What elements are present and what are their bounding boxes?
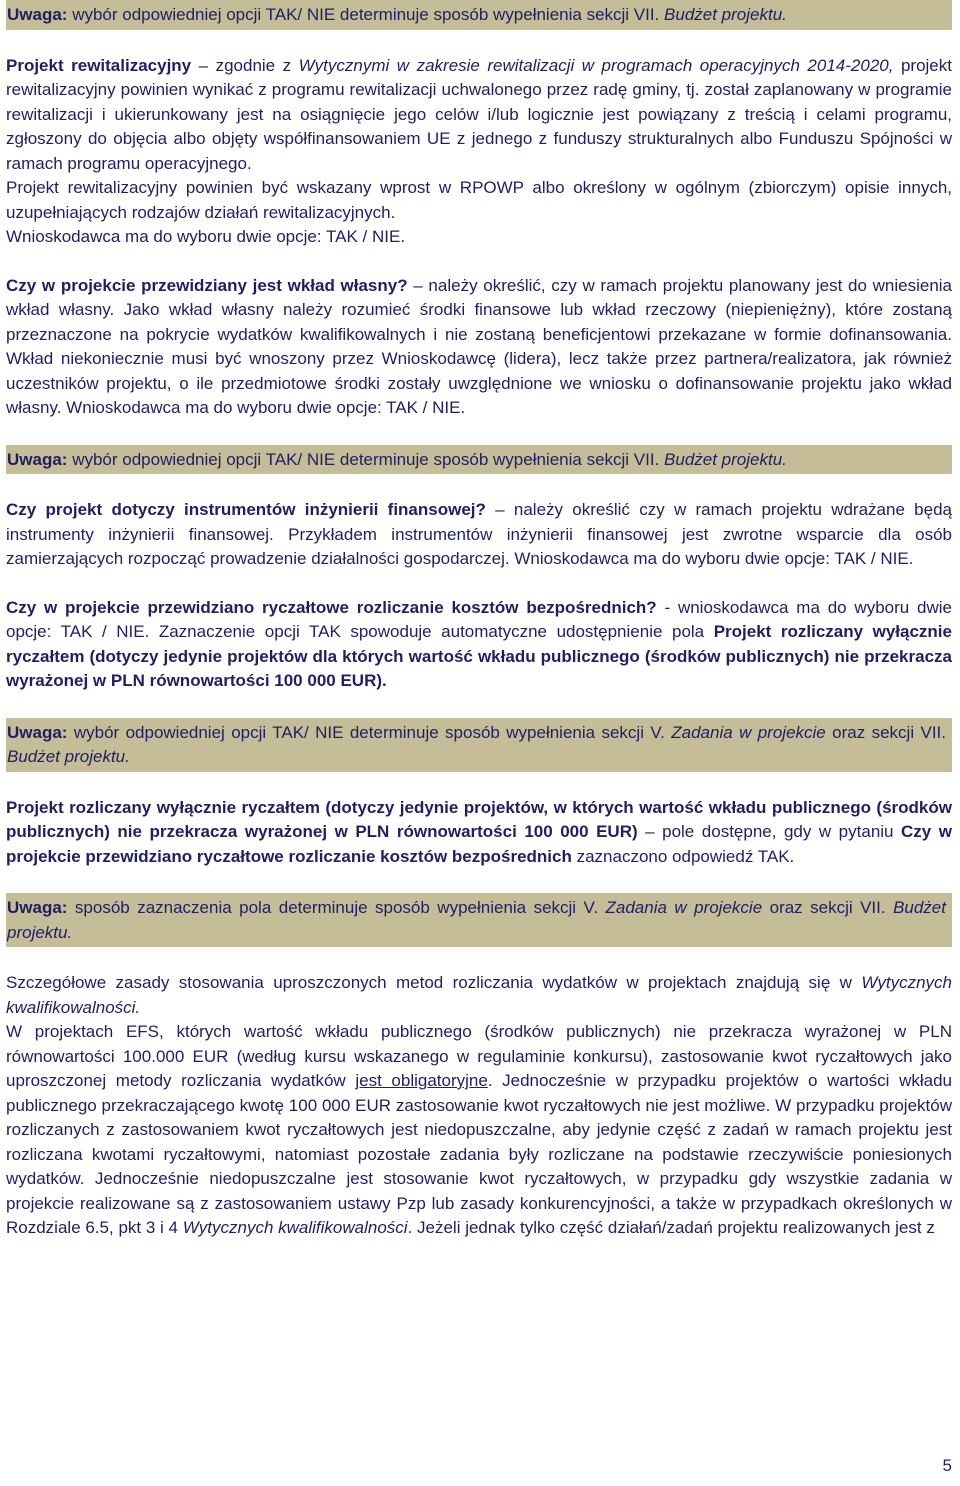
paragraph-zasady: Szczegółowe zasady stosowania uproszczonych metod rozliczania wydatków w projektach znajdują się w Wytycznych kwalifikowalności. (6, 973, 952, 1017)
paragraph-projekt-ryczalt: Projekt rozliczany wyłącznie ryczałtem (dotyczy jedynie projektów, w których wartość wkładu publicznego (środków publicznych) nie przekracza wyrażonej w PLN równowartości 100 000 EUR) – pole dostępne, gdy w pytaniu Czy w projekcie przewidziano ryczałtowe rozliczanie kosztów bezpośrednich zaznaczono odpowiedź TAK. (6, 797, 952, 866)
document-page (6, 0, 952, 1241)
paragraph-inzynieria-finansowa: Czy projekt dotyczy instrumentów inżynierii finansowej? – należy określić czy w ramach projektu wdrażane będą instrumenty inżynierii finansowej. Przykładem instrumentów inżynierii finansowej jest zwrotne wsparcie dla osób zamierzających rozpocząć prowadzenie działalności gospodarczej. Wnioskodawca ma do wyboru dwie opcje: TAK / NIE. (6, 500, 952, 568)
paragraph: Projekt rewitalizacyjny powinien być wskazany wprost w RPOWP albo określony w ogólnym (zbiorczym) opisie innych, uzupełniających rodzajów działań rewitalizacyjnych. (6, 178, 952, 222)
note-label: Uwaga: (7, 898, 68, 917)
note-label: Uwaga: (7, 449, 68, 469)
note-label: Uwaga: (7, 5, 68, 24)
paragraph: Wnioskodawca ma do wyboru dwie opcje: TAK / NIE. (6, 227, 406, 246)
paragraph-rewitalizacja: Projekt rewitalizacyjny – zgodnie z Wytycznymi w zakresie rewitalizacji w programach operacyjnych 2014-2020, projekt rewitalizacyjny powinien wynikać z programu rewitalizacji uchwalonego przez radę gminy, tj. został zaplanowany w programie rewitalizacji i ukierunkowany jest na osiągnięcie jego celów i/lub logicznie jest powiązany z treścią i celami programu, zgłoszony do objęcia albo objęty współfinansowaniem UE z jednego z funduszy strukturalnych albo Funduszu Spójności w ramach programu operacyjnego. (6, 55, 952, 173)
note-box: Uwaga: wybór odpowiedniej opcji TAK/ NIE determinuje sposób wypełnienia sekcji V. Zadania w projekcie oraz sekcji VII. Budżet projektu. (6, 718, 952, 772)
page-number: 5 (942, 1455, 952, 1475)
note-box: Uwaga: wybór odpowiedniej opcji TAK/ NIE determinuje sposób wypełnienia sekcji VII. Budżet projektu. (6, 0, 952, 30)
note-box: Uwaga: wybór odpowiedniej opcji TAK/ NIE determinuje sposób wypełnienia sekcji VII. Budżet projektu. (6, 445, 952, 475)
note-label: Uwaga: (7, 722, 68, 742)
paragraph-efs: W projektach EFS, których wartość wkładu publicznego (środków publicznych) nie przekracza wyrażonej w PLN równowartości 100.000 EUR (według kursu wskazanego w regulaminie konkursu), zastosowanie kwot ryczałtowych jako uproszczonej metody rozliczania wydatków jest obligatoryjne. Jednocześnie w przypadku projektów o wartości wkładu publicznego przekraczającego kwotę 100 000 EUR zastosowanie kwot ryczałtowych nie jest możliwe. W przypadku projektów rozliczanych z zastosowaniem kwot ryczałtowych jest niedopuszczalne, aby jedynie część z zadań w ramach projektu jest rozliczana kwotami ryczałtowymi, natomiast pozostałe zadania były rozliczane na podstawie rzeczywiście poniesionych wydatków. Jednocześnie niedopuszczalne jest stosowanie kwot ryczałtowych, w przypadku gdy wszystkie zadania w projekcie realizowane są z zastosowaniem ustawy Pzp lub zasady konkurencyjności, a także w przypadkach określonych w Rozdziale 6.5, pkt 3 i 4 Wytycznych kwalifikowalności. Jeżeli jednak tylko część działań/zadań projektu realizowanych jest z (6, 1022, 952, 1237)
paragraph-wklad-wlasny: Czy w projekcie przewidziany jest wkład własny? – należy określić, czy w ramach projektu planowany jest do wniesienia wkład własny. Jako wkład własny należy rozumieć środki finansowe lub wkład rzeczowy (niepieniężny), które zostaną przeznaczone na pokrycie wydatków kwalifikowalnych i nie zostaną beneficjentowi przekazane w formie dofinansowania. Wkład niekoniecznie musi być wnoszony przez Wnioskodawcę (lidera), lecz także przez partnera/realizatora, jak również uczestników projektu, o ile przedmiotowe środki zostały uwzględnione we wniosku o dofinansowanie projektu jako wkład własny. Wnioskodawca ma do wyboru dwie opcje: TAK / NIE. (6, 275, 952, 417)
note-box: Uwaga: sposób zaznaczenia pola determinuje sposób wypełnienia sekcji V. Zadania w projekcie oraz sekcji VII. Budżet projektu. (6, 893, 952, 947)
paragraph-ryczalt: Czy w projekcie przewidziano ryczałtowe rozliczanie kosztów bezpośrednich? - wnioskodawca ma do wyboru dwie opcje: TAK / NIE. Zaznaczenie opcji TAK spowoduje automatyczne udostępnienie pola Projekt rozliczany wyłącznie ryczałtem (dotyczy jedynie projektów dla których wartość wkładu publicznego (środków publicznych) nie przekracza wyrażonej w PLN równowartości 100 000 EUR). (6, 597, 952, 690)
